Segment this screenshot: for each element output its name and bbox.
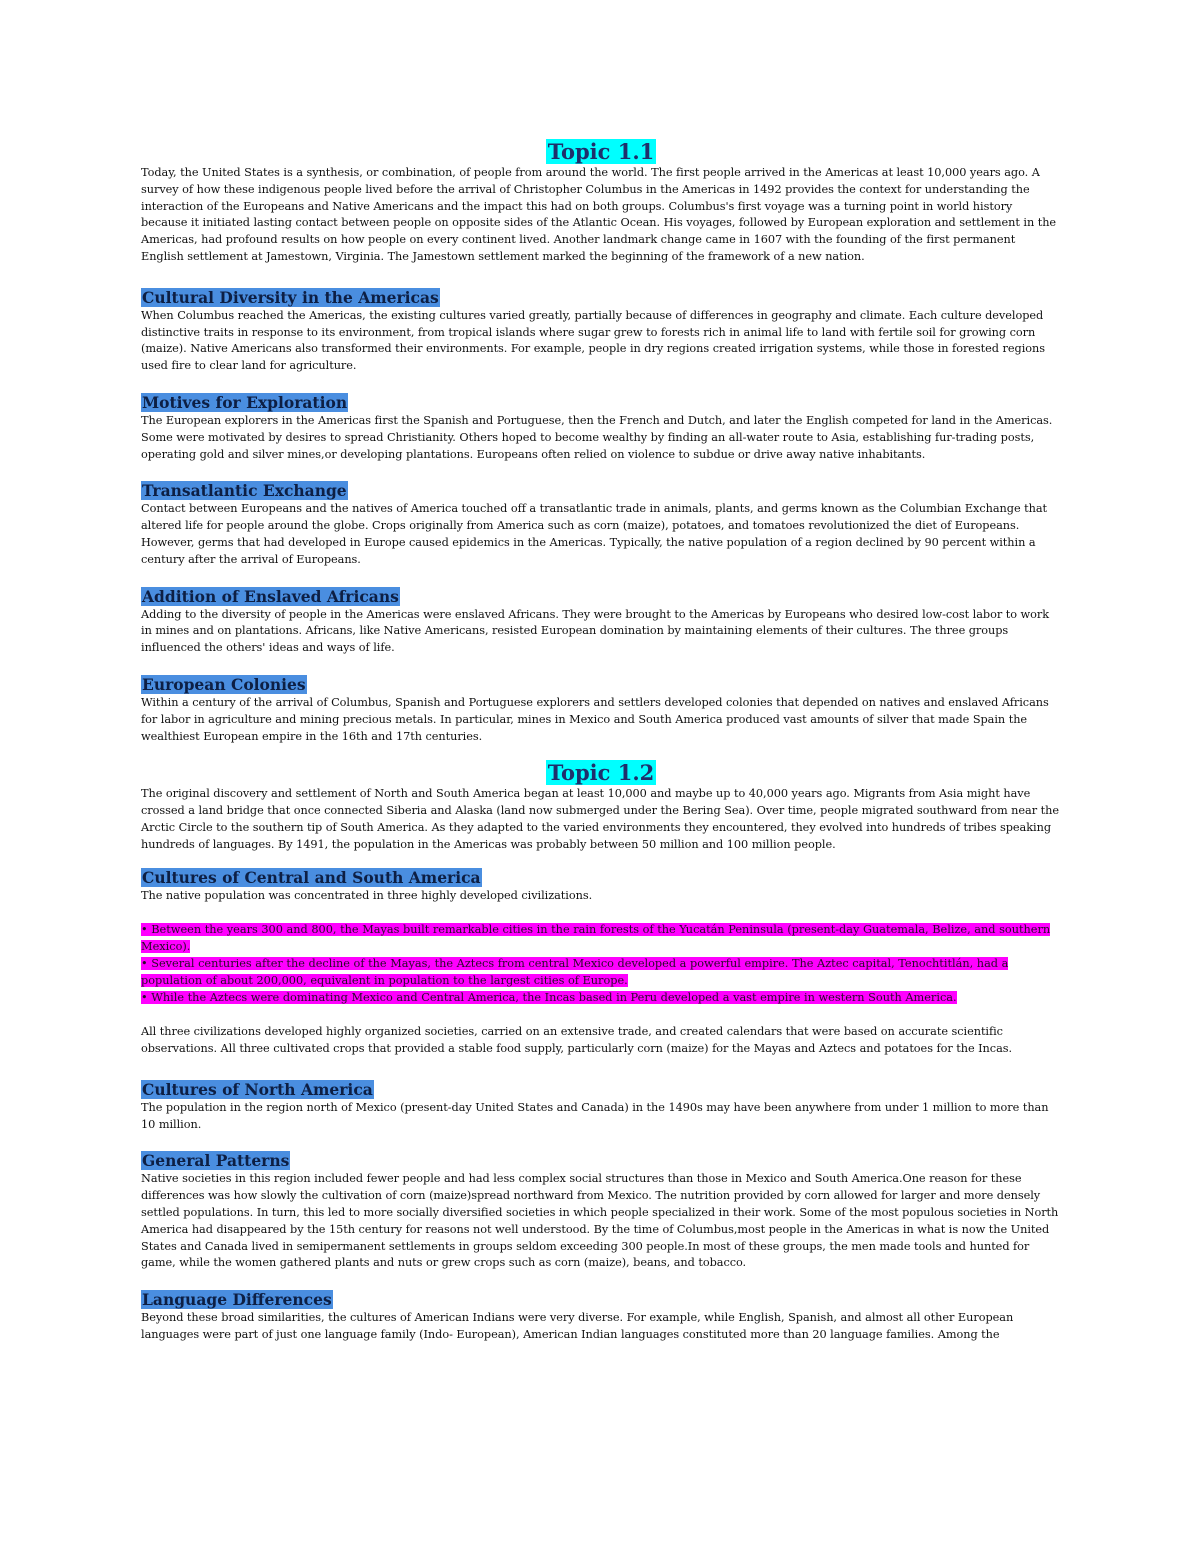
spacer	[141, 745, 1061, 759]
section-heading-text: Cultures of Central and South America	[142, 867, 481, 887]
civilizations-list	[141, 922, 1061, 1006]
list-item-text: • Between the years 300 and 800, the Mayas built remarkable cities in the rain forests of the Yucatán Peninsula (present-day Guatemala, Belize, and southern Mexico).	[141, 923, 1051, 954]
topic-1-2-title	[141, 759, 1061, 786]
section-heading	[141, 1080, 1061, 1100]
spacer	[141, 657, 1061, 675]
spacer	[141, 266, 1061, 288]
spacer	[141, 375, 1061, 393]
section-heading	[141, 481, 1061, 501]
section-lead: The native population was concentrated in three highly developed civilizations.	[141, 888, 593, 902]
list-item	[141, 956, 1061, 990]
section-heading-text: Language Differences	[142, 1290, 332, 1310]
section-heading-text: Motives for Exploration	[142, 392, 348, 412]
list-item	[141, 922, 1061, 956]
section-heading	[141, 587, 1061, 607]
section-heading-text: Addition of Enslaved Africans	[142, 586, 399, 606]
section-text: Within a century of the arrival of Columbus, Spanish and Portuguese explorers and settlers developed colonies that depended on natives and enslaved Africans for labor in agriculture and mining precious metals. In particular, mines in Mexico and South America produced vast amounts of silver that made Spain the wealthiest European empire in the 16th and 17th centuries.	[141, 695, 1049, 743]
list-item	[141, 990, 1061, 1007]
spacer	[141, 569, 1061, 587]
spacer	[141, 904, 1061, 922]
document-page	[141, 138, 1061, 1344]
topic-1-2-intro: The original discovery and settlement of North and South America began at least 10,000 and maybe up to 40,000 years ago. Migrants from Asia might have crossed a land bridge that once connected Siberia and Alaska (land now submerged under the Bering Sea). Over time, people migrated southward from near the Arctic Circle to the southern tip of South America. As they adapted to the varied environments they encountered, they evolved into hundreds of tribes speaking hundreds of languages. By 1491, the population in the Americas was probably between 50 million and 100 million people.	[141, 787, 1059, 851]
list-item-text: • Several centuries after the decline of the Mayas, the Aztecs from central Mexico developed a powerful empire. The Aztec capital, Tenochtitlán, had a population of about 200,000, equivalent in population to the largest cities of Europe.	[141, 956, 1009, 987]
topic-1-1-title-text: Topic 1.1	[547, 139, 655, 164]
section-heading-text: European Colonies	[142, 674, 306, 694]
section-heading-text: Cultures of North America	[142, 1079, 373, 1099]
spacer	[141, 854, 1061, 868]
section-heading	[141, 675, 1061, 695]
spacer	[141, 1058, 1061, 1080]
section-text: Contact between Europeans and the natives of America touched off a transatlantic trade in animals, plants, and germs known as the Columbian Exchange that altered life for people around the globe. Crops originally from America such as corn (maize), potatoes, and tomatoes revolutionized the diet of Europeans. However, germs that had developed in Europe caused epidemics in the Americas. Typically, the native population of a region declined by 90 percent within a century after the arrival of Europeans.	[141, 502, 1048, 566]
section-heading	[141, 393, 1061, 413]
section-text: Adding to the diversity of people in the Americas were enslaved Africans. They were brought to the Americas by Europeans who desired low-cost labor to work in mines and on plantations. Africans, like Native Americans, resisted European domination by maintaining elements of their cultures. The three groups influenced the others' ideas and ways of life.	[141, 607, 1050, 655]
section-heading	[141, 1151, 1061, 1171]
spacer	[141, 1006, 1061, 1024]
section-text: Beyond these broad similarities, the cultures of American Indians were very diverse. For example, while English, Spanish, and almost all other European languages were part of just one language family (Indo- European), American Indian languages constituted more than 20 language families. Among the	[141, 1311, 1014, 1342]
topic-1-1-intro: Today, the United States is a synthesis, or combination, of people from around the world. The first people arrived in the Americas at least 10,000 years ago. A survey of how these indigenous people lived before the arrival of Christopher Columbus in the Americas in 1492 provides the context for understanding the interaction of the Europeans and Native Americans and the impact this had on both groups. Columbus's first voyage was a turning point in world history because it initiated lasting contact between people on opposite sides of the Atlantic Ocean. His voyages, followed by European exploration and settlement in the Americas, had profound results on how people on every continent lived. Another landmark change came in 1607 with the founding of the first permanent English settlement at Jamestown, Virginia. The Jamestown settlement marked the beginning of the framework of a new nation.	[141, 166, 1057, 263]
spacer	[141, 463, 1061, 481]
section-heading	[141, 288, 1061, 308]
list-item-text: • While the Aztecs were dominating Mexico and Central America, the Incas based in Peru developed a vast empire in western South America.	[141, 990, 957, 1004]
topic-1-1-title	[141, 138, 1061, 165]
section-heading-text: Transatlantic Exchange	[142, 481, 347, 501]
spacer	[141, 1272, 1061, 1290]
topic-1-2-title-text: Topic 1.2	[547, 760, 655, 786]
section-text: Native societies in this region included fewer people and had less complex social structures than those in Mexico and South America.One reason for these differences was how slowly the cultivation of corn (maize)spread northward from Mexico. The nutrition provided by corn allowed for larger and more densely settled populations. In turn, this led to more socially diversified societies in which people specialized in their work. Some of the most populous societies in North America had disappeared by the 15th century for reasons not well understood. By the time of Columbus,most people in the Americas in what is now the United States and Canada lived in semipermanent settlements in groups seldom exceeding 300 people.In most of these groups, the men made tools and hunted for game, while the women gathered plants and nuts or grew crops such as corn (maize), beans, and tobacco.	[141, 1172, 1059, 1270]
section-heading-text: General Patterns	[142, 1151, 290, 1171]
section-heading	[141, 1290, 1061, 1310]
section-text: The population in the region north of Mexico (present-day United States and Canada) in the 1490s may have been anywhere from under 1 million to more than 10 million.	[141, 1100, 1049, 1131]
spacer	[141, 1133, 1061, 1151]
section-heading-text: Cultural Diversity in the Americas	[142, 287, 439, 307]
section-heading	[141, 868, 1061, 888]
section-text: When Columbus reached the Americas, the existing cultures varied greatly, partially because of differences in geography and climate. Each culture developed distinctive traits in response to its environment, from tropical islands where sugar grew to forests rich in animal life to land with fertile soil for growing corn (maize). Native Americans also transformed their environments. For example, people in dry regions created irrigation systems, while those in forested regions used fire to clear land for agriculture.	[141, 308, 1045, 373]
section-text: The European explorers in the Americas first the Spanish and Portuguese, then the French and Dutch, and later the English competed for land in the Americas. Some were motivated by desires to spread Christianity. Others hoped to become wealthy by finding an all-water route to Asia, establishing fur-trading posts, operating gold and silver mines,or developing plantations. Europeans often relied on violence to subdue or drive away native inhabitants.	[141, 413, 1053, 461]
section-text: All three civilizations developed highly organized societies, carried on an extensive trade, and created calendars that were based on accurate scientific observations. All three cultivated crops that provided a stable food supply, particularly corn (maize) for the Mayas and Aztecs and potatoes for the Incas.	[141, 1025, 1013, 1056]
